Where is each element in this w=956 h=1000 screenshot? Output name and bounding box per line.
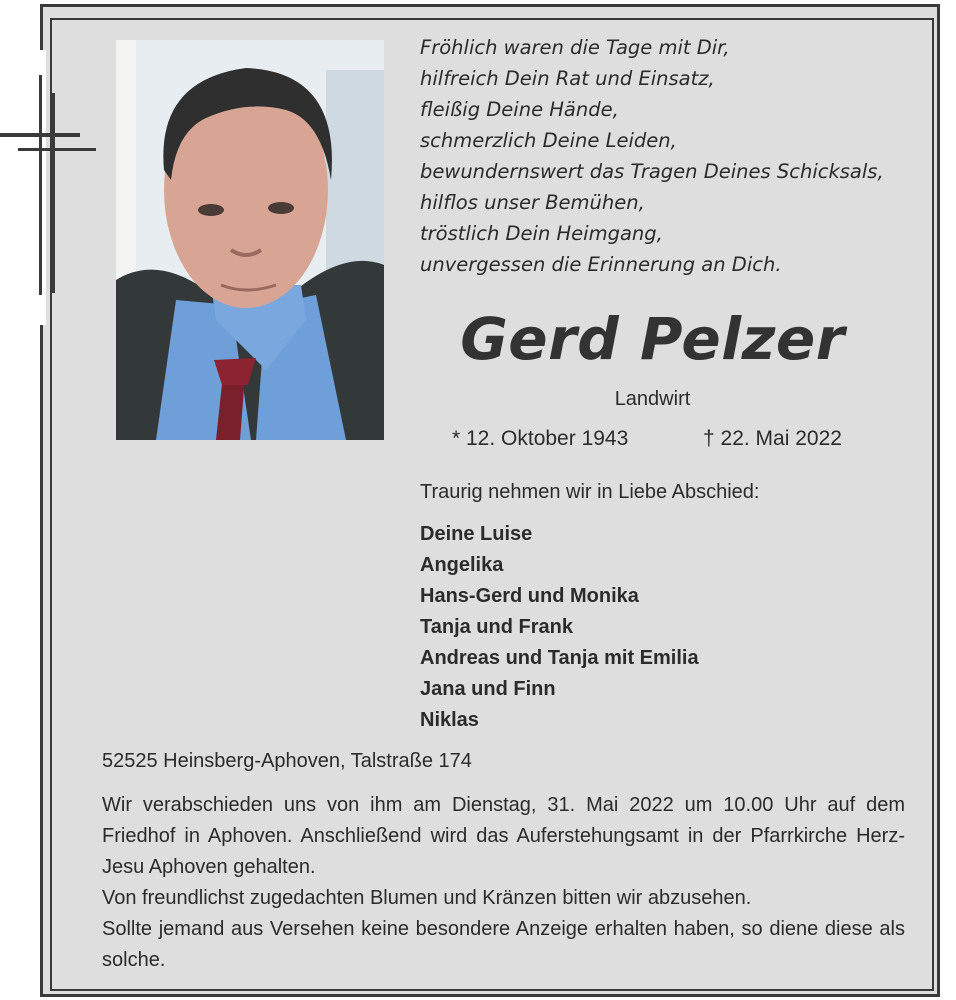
poem-line: hilfreich Dein Rat und Einsatz, — [420, 67, 715, 90]
funeral-details — [102, 790, 905, 976]
cross-icon-vertical-2 — [52, 93, 55, 293]
address: 52525 Heinsberg-Aphoven, Talstraße 174 — [102, 750, 472, 772]
cross-icon-line — [18, 148, 96, 151]
family-member: Andreas und Tanja mit Emilia — [420, 647, 699, 669]
portrait-illustration — [116, 40, 384, 440]
poem-line: hilflos unser Bemühen, — [420, 191, 645, 214]
poem-line: tröstlich Dein Heimgang, — [420, 222, 663, 245]
family-member: Deine Luise — [420, 523, 533, 545]
occupation: Landwirt — [614, 388, 691, 410]
poem-line: fleißig Deine Hände, — [420, 98, 619, 121]
poem-line: schmerzlich Deine Leiden, — [420, 129, 677, 152]
family-list — [420, 519, 699, 736]
deceased-name: Gerd Pelzer — [460, 305, 845, 373]
poem — [420, 32, 920, 280]
cross-icon-vertical — [39, 75, 42, 295]
family-member: Hans-Gerd und Monika — [420, 585, 639, 607]
poem-line: bewundernswert das Tragen Deines Schicksals, — [420, 160, 884, 183]
poem-line: unvergessen die Erinnerung an Dich. — [420, 253, 782, 276]
birth-date: * 12. Oktober 1943 — [452, 427, 629, 450]
family-member: Niklas — [420, 709, 479, 731]
portrait-photo — [116, 40, 384, 440]
poem-line: Fröhlich waren die Tage mit Dir, — [420, 36, 730, 59]
funeral-paragraph: Wir verabschieden uns von ihm am Dienstag, 31. Mai 2022 um 10.00 Uhr auf dem Friedhof in Aphoven. Anschließend wird das Auferstehungsamt in der Pfarrkirche Herz-Jesu Aphoven gehalten. — [102, 794, 905, 878]
farewell-intro: Traurig nehmen wir in Liebe Abschied: — [420, 481, 760, 503]
death-date: † 22. Mai 2022 — [703, 427, 842, 450]
family-member: Jana und Finn — [420, 678, 556, 700]
family-member: Tanja und Frank — [420, 616, 573, 638]
flowers-paragraph: Von freundlichst zugedachten Blumen und Kränzen bitten wir abzusehen. — [102, 887, 752, 909]
family-member: Angelika — [420, 554, 504, 576]
notice-paragraph: Sollte jemand aus Versehen keine besondere Anzeige erhalten haben, so diene diese als solche. — [102, 918, 905, 971]
